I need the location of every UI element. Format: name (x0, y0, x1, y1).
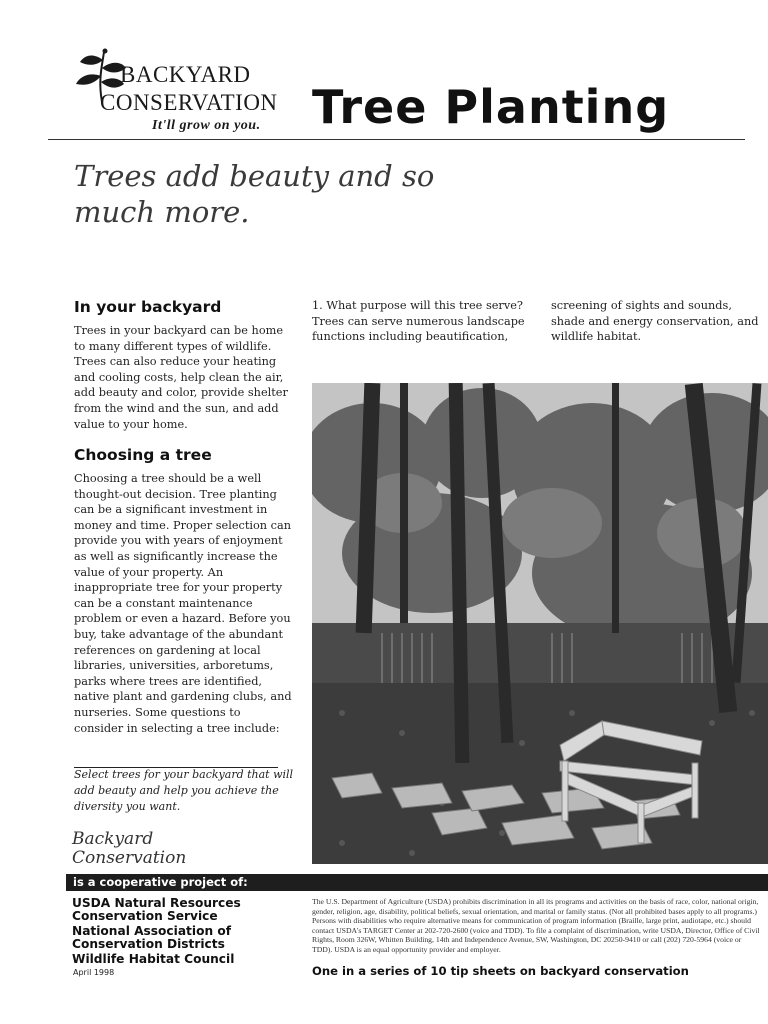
headline: Trees add beauty and so much more. (74, 159, 435, 229)
logo-word-conservation: CONSERVATION (100, 90, 278, 115)
cooperative-label: is a cooperative project of: (73, 875, 248, 889)
logo-word-backyard: BACKYARD (120, 62, 251, 87)
body-choosing-a-tree: Choosing a tree should be a well thought-out decision. Tree planting can be a significant investment in money and time. Proper selection can provide you with years of enjoyment as well as significantly increase the value of your property. An inappropriate tree for your property can be a constant maintenance problem or even a hazard. Before you buy, take advantage of the abundant references on gardening at local libraries, universities, arboretums, parks where trees are identified, native plant and gardening clubs, and nurseries. Some questions to consider in selecting a tree include: (74, 472, 292, 735)
org-usda-nrcs: USDA Natural Resources Conservation Service (72, 896, 241, 923)
heading-in-your-backyard: In your backyard (74, 298, 222, 316)
series-note: One in a series of 10 tip sheets on backyard conservation (312, 964, 689, 978)
nondiscrimination-statement: The U.S. Department of Agriculture (USDA) prohibits discrimination in all its programs and activities on the basis of race, color, national origin, gender, religion, age, disability, political beliefs, sexual orientation, and marital or family status. (Not all prohibited bases apply to all programs.) Persons with disabilities who require alternative means for communication of program information (Braille, large print, audiotape, etc.) should contact USDA's TARGET Center at 202-720-2600 (voice and TDD). To file a complaint of discrimination, write USDA, Director, Office of Civil Rights, Room 326W, Whitten Building, 14th and Independence Avenue, SW, Washington, DC 20250-9410 or call (202) 720-5964 (voice or TDD). USDA is an equal opportunity provider and employer. (312, 897, 760, 954)
body-in-your-backyard: Trees in your backyard can be home to many different types of wildlife. Trees can also reduce your heating and cooling costs, help clean the air, add beauty and color, provide shelter from the wind and the sun, and add value to your home. (74, 324, 288, 431)
question-1-part-b: screening of sights and sounds, shade and energy conservation, and wildlife habitat. (551, 299, 759, 344)
backyard-woodland-photo (312, 383, 768, 864)
logo-tagline: It'll grow on you. (152, 118, 261, 133)
page-title: Tree Planting (312, 80, 670, 134)
program-name-line-1: Backyard (72, 829, 154, 849)
heading-choosing-a-tree: Choosing a tree (74, 446, 212, 464)
title-rule (48, 139, 745, 140)
question-1-part-a: 1. What purpose will this tree serve? Trees can serve numerous landscape functions including beautification, (312, 299, 525, 344)
program-name-line-2: Conservation (72, 848, 187, 868)
org-nacd: National Association of Conservation Districts (72, 924, 232, 951)
pull-quote: Select trees for your backyard that will add beauty and help you achieve the diversity you want. (74, 768, 294, 813)
backyard-conservation-logo (72, 46, 287, 138)
program-name (72, 830, 186, 868)
publication-date: April 1998 (73, 968, 115, 977)
org-whc: Wildlife Habitat Council (72, 952, 235, 966)
